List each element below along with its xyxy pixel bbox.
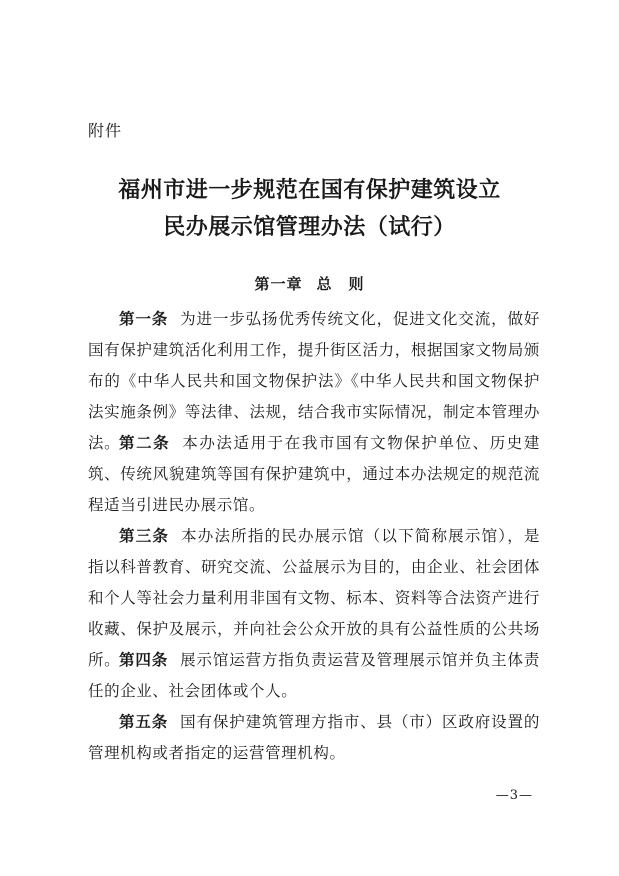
article-text: 本办法所指的民办展示馆（以下简称展示馆），是指以科普教育、研究交流、公益展示为目的，由企业、社会团体和个人等社会力量利用非国有文物、标本、资料等合法资产进行收藏、保护及展示，并向社会公众开放的具有公益性质的公共场所。 — [88, 527, 541, 669]
article-number: 第一条 — [119, 310, 169, 328]
article-text: 国有保护建筑管理方指市、县（市）区政府设置的管理机构或者指定的运营管理机构。 — [88, 713, 541, 762]
chapter-heading — [0, 273, 619, 294]
document-title — [0, 172, 619, 246]
page-number: —3— — [495, 788, 533, 803]
document-title-line-2: 民办展示馆管理办法（试行） — [163, 214, 456, 240]
article-5 — [88, 707, 540, 769]
article-text: 本办法适用于在我市国有文物保护单位、历史建筑、传统风貌建筑等国有保护建筑中，通过本办法规定的规范流程适当引进民办展示馆。 — [88, 434, 540, 514]
chapter-number: 第一章 — [254, 275, 303, 293]
article-number: 第三条 — [119, 527, 170, 545]
article-number: 第五条 — [119, 713, 169, 731]
article-2 — [88, 428, 540, 521]
article-text: 展示馆运营方指负责运营及管理展示馆并负主体责任的企业、社会团体或个人。 — [88, 651, 541, 700]
article-number: 第四条 — [119, 651, 169, 669]
article-4 — [88, 645, 540, 707]
article-text: 为进一步弘扬优秀传统文化，促进文化交流，做好国有保护建筑活化利用工作，提升街区活力，根据国家文物局颁布的《中华人民共和国文物保护法》《中华人民共和国文物保护法实施条例》等法律、法规，结合我市实际情况，制定本管理办法。 — [88, 310, 541, 452]
chapter-name: 总 则 — [316, 275, 365, 293]
attachment-label: 附件 — [88, 121, 123, 140]
document-title-line-1: 福州市进一步规范在国有保护建筑设立 — [118, 177, 501, 203]
article-number: 第二条 — [119, 434, 171, 452]
